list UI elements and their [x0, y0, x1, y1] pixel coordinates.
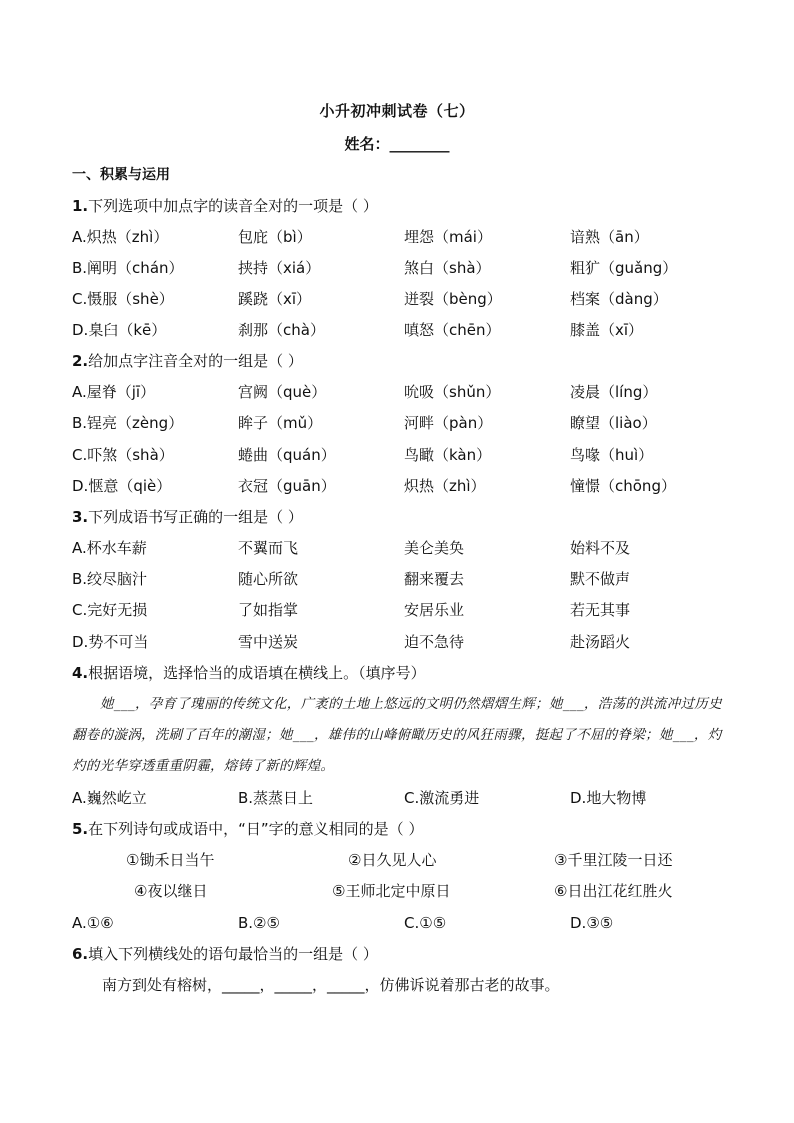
question-text: 在下列诗句或成语中，“日”字的意义相同的是（ ） [88, 820, 424, 838]
question-text: 根据语境，选择恰当的成语填在横线上。（填序号） [88, 664, 426, 682]
option-cell: B.阐明（chán） [72, 259, 184, 277]
option-cell: B.锃亮（zèng） [72, 414, 184, 432]
option-cell: 瞭望（liào） [570, 414, 657, 432]
question-sentence: 南方到处有榕树，_____，_____，_____，仿佛诉说着那古老的故事。 [102, 976, 560, 994]
option-row [72, 286, 732, 312]
option-row [72, 597, 732, 623]
question-number: 1. [72, 197, 89, 215]
exam-title: 小升初冲刺试卷（七） [319, 102, 475, 120]
option-cell: 吮吸（shǔn） [404, 383, 501, 401]
option-cell: B.②⑤ [238, 914, 280, 932]
question-text: 填入下列横线处的语句最恰当的一组是（ ） [88, 945, 378, 963]
option-cell: D.③⑤ [570, 914, 614, 932]
option-cell: 了如指掌 [238, 601, 299, 619]
option-cell: 刹那（chà） [238, 321, 325, 339]
option-cell: A.巍然屹立 [72, 789, 147, 807]
option-cell: 翻来覆去 [404, 570, 465, 588]
question-number: 3. [72, 508, 89, 526]
option-cell: A.杯水车薪 [72, 539, 147, 557]
option-cell: B.蒸蒸日上 [238, 789, 314, 807]
option-row [72, 785, 732, 811]
option-row [72, 255, 732, 281]
option-cell: 始料不及 [570, 539, 631, 557]
question-number: 5. [72, 820, 89, 838]
poem-row [72, 847, 732, 873]
option-cell: 粗犷（guǎng） [570, 259, 678, 277]
option-cell: A.①⑥ [72, 914, 114, 932]
option-cell: 美仑美奂 [404, 539, 465, 557]
poem-item: ④夜以继日 [134, 882, 208, 900]
option-cell: 默不做声 [570, 570, 631, 588]
option-cell: 鸟喙（huì） [570, 446, 654, 464]
option-cell: 迸裂（bèng） [404, 290, 502, 308]
option-cell: A.屋脊（jī） [72, 383, 156, 401]
option-row [72, 224, 732, 250]
option-row [72, 317, 732, 343]
option-cell: 随心所欲 [238, 570, 299, 588]
option-cell: 膝盖（xī） [570, 321, 644, 339]
option-cell: 不翼而飞 [238, 539, 299, 557]
option-cell: C.吓煞（shà） [72, 446, 174, 464]
option-cell: 若无其事 [570, 601, 631, 619]
option-cell: 河畔（pàn） [404, 414, 493, 432]
option-cell: 憧憬（chōng） [570, 477, 676, 495]
poem-item: ②日久见人心 [348, 851, 437, 869]
section-heading: 一、积累与运用 [72, 167, 170, 183]
option-row [72, 379, 732, 405]
poem-item: ⑥日出江花红胜火 [554, 882, 673, 900]
question-4 [72, 660, 732, 686]
question-3 [72, 504, 732, 530]
option-cell: 包庇（bì） [238, 228, 312, 246]
question-number: 2. [72, 352, 89, 370]
option-cell: 炽热（zhì） [404, 477, 486, 495]
name-field-label: 姓名：________ [344, 135, 450, 153]
question-passage: 她___，孕育了瑰丽的传统文化，广袤的土地上悠远的文明仍然熠熠生辉；她___，浩荡的洪流冲过历史翻卷的漩涡，洗刷了百年的潮湿；她___，雄伟的山峰俯瞰历史的风狂雨骤，挺起了不屈的脊梁；她___，灼灼的光华穿透重重阴霾，熔铸了新的辉煌。 [72, 696, 722, 774]
option-cell: D.地大物博 [570, 789, 647, 807]
option-cell: 蹊跷（xī） [238, 290, 312, 308]
question-text: 下列选项中加点字的读音全对的一项是（ ） [88, 197, 378, 215]
option-cell: 煞白（shà） [404, 259, 491, 277]
option-cell: 鸟瞰（kàn） [404, 446, 492, 464]
option-cell: 眸子（mǔ） [238, 414, 323, 432]
option-cell: 安居乐业 [404, 601, 465, 619]
option-cell: A.炽热（zhì） [72, 228, 169, 246]
option-cell: C.完好无损 [72, 601, 148, 619]
question-text: 下列成语书写正确的一组是（ ） [88, 508, 303, 526]
option-cell: 蜷曲（quán） [238, 446, 336, 464]
question-2 [72, 348, 732, 374]
question-number: 4. [72, 664, 89, 682]
option-cell: 谙熟（ān） [570, 228, 649, 246]
question-1 [72, 193, 732, 219]
option-cell: 凌晨（líng） [570, 383, 658, 401]
poem-row [72, 878, 732, 904]
question-text: 给加点字注音全对的一组是（ ） [88, 352, 303, 370]
option-row [72, 410, 732, 436]
option-row [72, 566, 732, 592]
option-cell: C.①⑤ [404, 914, 447, 932]
option-cell: 宫阙（què） [238, 383, 327, 401]
option-row [72, 910, 732, 936]
option-row [72, 442, 732, 468]
option-cell: 嗔怒（chēn） [404, 321, 501, 339]
question-5 [72, 816, 732, 842]
option-cell: 衣冠（guān） [238, 477, 336, 495]
poem-item: ③千里江陵一日还 [554, 851, 673, 869]
option-cell: D.势不可当 [72, 633, 149, 651]
option-cell: D.臬臼（kē） [72, 321, 167, 339]
option-row [72, 535, 732, 561]
option-cell: C.激流勇进 [404, 789, 480, 807]
option-row [72, 473, 732, 499]
option-cell: 挟持（xiá） [238, 259, 321, 277]
question-number: 6. [72, 945, 89, 963]
option-cell: 迫不急待 [404, 633, 465, 651]
option-cell: B.绞尽脑汁 [72, 570, 148, 588]
poem-item: ⑤王师北定中原日 [332, 882, 451, 900]
option-cell: 赴汤蹈火 [570, 633, 631, 651]
option-cell: 档案（dàng） [570, 290, 668, 308]
option-cell: D.惬意（qiè） [72, 477, 172, 495]
option-row [72, 629, 732, 655]
poem-item: ①锄禾日当午 [126, 851, 215, 869]
option-cell: 雪中送炭 [238, 633, 299, 651]
option-cell: 埋怨（mái） [404, 228, 492, 246]
question-6 [72, 941, 732, 967]
option-cell: C.慑服（shè） [72, 290, 174, 308]
